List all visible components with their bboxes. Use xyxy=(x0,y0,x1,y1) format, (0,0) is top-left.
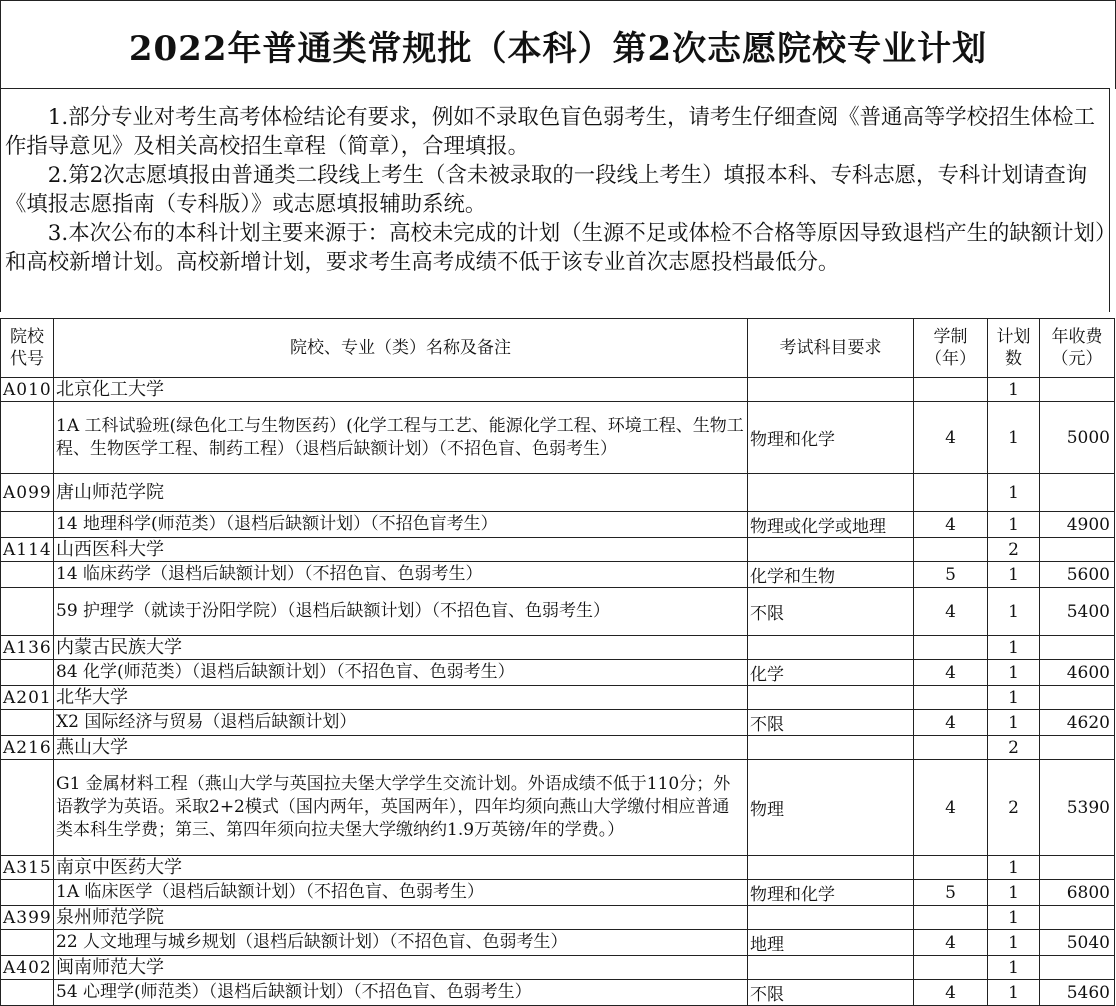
plan-cell: 2 xyxy=(988,760,1040,856)
plan-cell: 1 xyxy=(988,562,1040,588)
plan-cell: 1 xyxy=(988,474,1040,512)
major-row xyxy=(1,760,1115,856)
subject-cell xyxy=(748,956,914,980)
fee-cell xyxy=(1040,538,1115,562)
plan-cell: 1 xyxy=(988,856,1040,880)
code-cell: A099 xyxy=(1,474,54,512)
fee-cell: 4600 xyxy=(1040,660,1115,686)
school-row xyxy=(1,636,1115,660)
fee-cell: 5040 xyxy=(1040,930,1115,956)
name-cell: 南京中医药大学 xyxy=(54,856,748,880)
subject-cell xyxy=(748,474,914,512)
plan-cell: 1 xyxy=(988,512,1040,538)
years-cell: 4 xyxy=(914,588,988,636)
major-row xyxy=(1,402,1115,474)
name-cell: 84 化学(师范类）（退档后缺额计划）（不招色盲、色弱考生） xyxy=(54,660,748,686)
plan-cell: 1 xyxy=(988,930,1040,956)
major-row xyxy=(1,588,1115,636)
school-row xyxy=(1,906,1115,930)
subject-cell: 化学和生物 xyxy=(748,562,914,588)
name-cell: 燕山大学 xyxy=(54,736,748,760)
fee-cell: 5000 xyxy=(1040,402,1115,474)
code-cell xyxy=(1,760,54,856)
years-cell xyxy=(914,474,988,512)
name-cell: 唐山师范学院 xyxy=(54,474,748,512)
code-cell xyxy=(1,588,54,636)
subject-cell: 化学 xyxy=(748,660,914,686)
name-cell: 59 护理学（就读于汾阳学院）（退档后缺额计划）（不招色盲、色弱考生） xyxy=(54,588,748,636)
header-plan: 计划数 xyxy=(988,319,1040,378)
name-cell: 北京化工大学 xyxy=(54,378,748,402)
name-cell: G1 金属材料工程（燕山大学与英国拉夫堡大学学生交流计划。外语成绩不低于110分；外语教学为英语。采取2+2模式（国内两年，英国两年），四年均须向燕山大学缴付相应普通类本科生学费；第三、第四年须向拉夫堡大学缴纳约1.9万英镑/年的学费。） xyxy=(54,760,748,856)
years-cell xyxy=(914,956,988,980)
header-name: 院校、专业（类）名称及备注 xyxy=(54,319,748,378)
code-cell: A201 xyxy=(1,686,54,710)
header-years: 学制（年） xyxy=(914,319,988,378)
major-row xyxy=(1,930,1115,956)
fee-cell: 5400 xyxy=(1040,588,1115,636)
fee-cell: 6800 xyxy=(1040,880,1115,906)
plan-cell: 1 xyxy=(988,956,1040,980)
fee-cell: 5390 xyxy=(1040,760,1115,856)
major-row xyxy=(1,710,1115,736)
notes-section xyxy=(0,88,1110,312)
subject-cell xyxy=(748,378,914,402)
name-cell: 54 心理学(师范类）（退档后缺额计划）（不招色盲、色弱考生） xyxy=(54,980,748,1006)
name-cell: 闽南师范大学 xyxy=(54,956,748,980)
subject-cell: 物理和化学 xyxy=(748,880,914,906)
plan-cell: 1 xyxy=(988,710,1040,736)
school-row xyxy=(1,474,1115,512)
name-cell: 山西医科大学 xyxy=(54,538,748,562)
years-cell: 4 xyxy=(914,930,988,956)
school-row xyxy=(1,378,1115,402)
years-cell xyxy=(914,906,988,930)
code-cell xyxy=(1,980,54,1006)
plan-table xyxy=(0,318,1115,1006)
plan-cell: 1 xyxy=(988,588,1040,636)
fee-cell: 4620 xyxy=(1040,710,1115,736)
plan-cell: 1 xyxy=(988,906,1040,930)
years-cell: 4 xyxy=(914,512,988,538)
table-body xyxy=(1,378,1115,1006)
subject-cell: 物理 xyxy=(748,760,914,856)
code-cell: A010 xyxy=(1,378,54,402)
code-cell: A216 xyxy=(1,736,54,760)
years-cell: 4 xyxy=(914,660,988,686)
subject-cell xyxy=(748,636,914,660)
major-row xyxy=(1,512,1115,538)
header-fee: 年收费（元） xyxy=(1040,319,1115,378)
name-cell: 北华大学 xyxy=(54,686,748,710)
subject-cell: 地理 xyxy=(748,930,914,956)
plan-cell: 2 xyxy=(988,736,1040,760)
fee-cell: 4900 xyxy=(1040,512,1115,538)
plan-cell: 1 xyxy=(988,378,1040,402)
code-cell xyxy=(1,930,54,956)
school-row xyxy=(1,736,1115,760)
plan-cell: 1 xyxy=(988,980,1040,1006)
fee-cell xyxy=(1040,956,1115,980)
fee-cell: 5460 xyxy=(1040,980,1115,1006)
note-2: 2.第2次志愿填报由普通类二段线上考生（含未被录取的一段线上考生）填报本科、专科志愿，专科计划请查询《填报志愿指南（专科版）》或志愿填报辅助系统。 xyxy=(5,163,1088,217)
table-header-row xyxy=(1,319,1115,378)
school-row xyxy=(1,538,1115,562)
major-row xyxy=(1,660,1115,686)
header-subject: 考试科目要求 xyxy=(748,319,914,378)
years-cell: 5 xyxy=(914,880,988,906)
code-cell: A399 xyxy=(1,906,54,930)
name-cell: 泉州师范学院 xyxy=(54,906,748,930)
code-cell xyxy=(1,512,54,538)
fee-cell xyxy=(1040,856,1115,880)
plan-cell: 1 xyxy=(988,686,1040,710)
code-cell xyxy=(1,710,54,736)
subject-cell: 物理和化学 xyxy=(748,402,914,474)
name-cell: 22 人文地理与城乡规划（退档后缺额计划）（不招色盲、色弱考生） xyxy=(54,930,748,956)
major-row xyxy=(1,980,1115,1006)
code-cell xyxy=(1,402,54,474)
plan-cell: 1 xyxy=(988,660,1040,686)
subject-cell xyxy=(748,686,914,710)
major-row xyxy=(1,880,1115,906)
name-cell: 1A 临床医学（退档后缺额计划）（不招色盲、色弱考生） xyxy=(54,880,748,906)
name-cell: 内蒙古民族大学 xyxy=(54,636,748,660)
code-cell xyxy=(1,562,54,588)
years-cell xyxy=(914,736,988,760)
name-cell: 14 地理科学(师范类）（退档后缺额计划）（不招色盲考生） xyxy=(54,512,748,538)
school-row xyxy=(1,686,1115,710)
subject-cell xyxy=(748,736,914,760)
years-cell xyxy=(914,856,988,880)
subject-cell xyxy=(748,538,914,562)
code-cell: A402 xyxy=(1,956,54,980)
note-3: 3.本次公布的本科计划主要来源于：高校未完成的计划（生源不足或体检不合格等原因导致退档产生的缺额计划）和高校新增计划。高校新增计划，要求考生高考成绩不低于该专业首次志愿投档最低分。 xyxy=(5,221,1106,275)
code-cell xyxy=(1,880,54,906)
years-cell: 4 xyxy=(914,710,988,736)
years-cell: 4 xyxy=(914,980,988,1006)
years-cell xyxy=(914,686,988,710)
subject-cell: 不限 xyxy=(748,980,914,1006)
fee-cell xyxy=(1040,686,1115,710)
major-row xyxy=(1,562,1115,588)
fee-cell xyxy=(1040,636,1115,660)
fee-cell xyxy=(1040,906,1115,930)
years-cell xyxy=(914,538,988,562)
school-row xyxy=(1,856,1115,880)
fee-cell xyxy=(1040,378,1115,402)
fee-cell xyxy=(1040,474,1115,512)
name-cell: X2 国际经济与贸易（退档后缺额计划） xyxy=(54,710,748,736)
code-cell: A315 xyxy=(1,856,54,880)
code-cell: A136 xyxy=(1,636,54,660)
years-cell: 4 xyxy=(914,402,988,474)
subject-cell: 不限 xyxy=(748,588,914,636)
fee-cell: 5600 xyxy=(1040,562,1115,588)
school-row xyxy=(1,956,1115,980)
header-code: 院校代号 xyxy=(1,319,54,378)
subject-cell: 物理或化学或地理 xyxy=(748,512,914,538)
page-title: 2022年普通类常规批（本科）第2次志愿院校专业计划 xyxy=(128,28,988,69)
name-cell: 1A 工科试验班(绿色化工与生物医药）(化学工程与工艺、能源化学工程、环境工程、生物工程、生物医学工程、制药工程）（退档后缺额计划）（不招色盲、色弱考生） xyxy=(54,402,748,474)
plan-cell: 1 xyxy=(988,636,1040,660)
code-cell xyxy=(1,660,54,686)
name-cell: 14 临床药学（退档后缺额计划）（不招色盲、色弱考生） xyxy=(54,562,748,588)
fee-cell xyxy=(1040,736,1115,760)
subject-cell xyxy=(748,856,914,880)
plan-cell: 2 xyxy=(988,538,1040,562)
years-cell xyxy=(914,378,988,402)
years-cell: 4 xyxy=(914,760,988,856)
note-1: 1.部分专业对考生高考体检结论有要求，例如不录取色盲色弱考生，请考生仔细查阅《普通高等学校招生体检工作指导意见》及相关高校招生章程（简章），合理填报。 xyxy=(5,105,1095,159)
plan-cell: 1 xyxy=(988,880,1040,906)
subject-cell: 不限 xyxy=(748,710,914,736)
subject-cell xyxy=(748,906,914,930)
years-cell: 5 xyxy=(914,562,988,588)
code-cell: A114 xyxy=(1,538,54,562)
plan-cell: 1 xyxy=(988,402,1040,474)
title-box xyxy=(0,0,1116,89)
years-cell xyxy=(914,636,988,660)
